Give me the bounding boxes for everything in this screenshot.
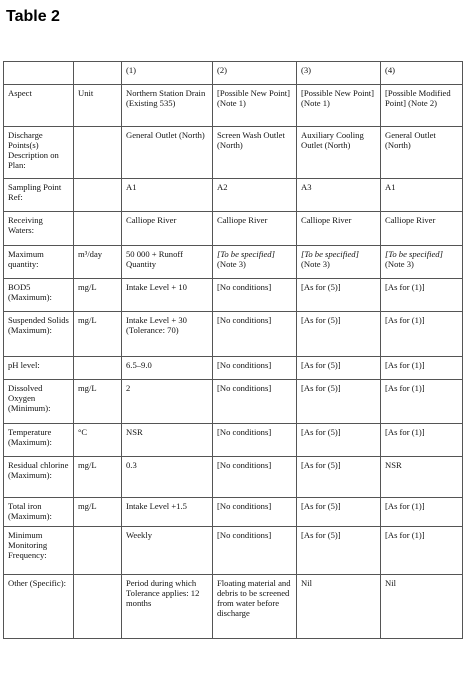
unit-cell xyxy=(74,575,122,639)
unit-cell: mg/L xyxy=(74,380,122,424)
value-cell: Screen Wash Outlet (North) xyxy=(213,127,297,179)
value-cell: [As for (1)] xyxy=(381,357,463,380)
header-cell-col4: (4) xyxy=(381,62,463,85)
value-cell: [No conditions] xyxy=(213,357,297,380)
value-cell: [As for (5)] xyxy=(297,357,381,380)
value-cell: Calliope River xyxy=(213,212,297,246)
to-be-specified-text: [To be specified] xyxy=(301,249,359,259)
value-cell: [As for (1)] xyxy=(381,380,463,424)
table-row xyxy=(4,457,463,498)
value-cell: Intake Level + 10 xyxy=(122,279,213,312)
header-cell-blank xyxy=(74,62,122,85)
value-cell: [No conditions] xyxy=(213,424,297,457)
table-row xyxy=(4,212,463,246)
value-cell: [No conditions] xyxy=(213,498,297,527)
value-cell: 6.5–9.0 xyxy=(122,357,213,380)
aspect-cell: Sampling Point Ref: xyxy=(4,179,74,212)
value-cell: General Outlet (North) xyxy=(122,127,213,179)
value-cell: Intake Level +1.5 xyxy=(122,498,213,527)
note-ref-text: (Note 3) xyxy=(385,259,414,269)
value-cell: Intake Level + 30 (Tolerance: 70) xyxy=(122,312,213,357)
value-cell: [Possible New Point] (Note 1) xyxy=(213,85,297,127)
aspect-cell: Maximum quantity: xyxy=(4,246,74,279)
aspect-cell: Minimum Monitoring Frequency: xyxy=(4,527,74,575)
value-cell: Floating material and debris to be screened from water before discharge xyxy=(213,575,297,639)
column-number-row xyxy=(4,62,463,85)
aspect-cell: Receiving Waters: xyxy=(4,212,74,246)
aspect-cell: pH level: xyxy=(4,357,74,380)
value-cell: Northern Station Drain (Existing 535) xyxy=(122,85,213,127)
aspect-cell: Other (Specific): xyxy=(4,575,74,639)
value-cell: Weekly xyxy=(122,527,213,575)
unit-cell: m³/day xyxy=(74,246,122,279)
value-cell: [As for (1)] xyxy=(381,312,463,357)
value-cell: [As for (1)] xyxy=(381,424,463,457)
value-cell xyxy=(213,246,297,279)
table-title: Table 2 xyxy=(6,8,60,25)
value-cell: Calliope River xyxy=(297,212,381,246)
value-cell: [No conditions] xyxy=(213,457,297,498)
value-cell: NSR xyxy=(381,457,463,498)
value-cell: [Possible New Point] (Note 1) xyxy=(297,85,381,127)
value-cell: [As for (5)] xyxy=(297,380,381,424)
aspect-cell: Total iron (Maximum): xyxy=(4,498,74,527)
value-cell xyxy=(297,246,381,279)
header-cell-col3: (3) xyxy=(297,62,381,85)
unit-cell: mg/L xyxy=(74,312,122,357)
value-cell: [As for (1)] xyxy=(381,279,463,312)
value-cell: [As for (1)] xyxy=(381,498,463,527)
to-be-specified-text: [To be specified] xyxy=(385,249,443,259)
value-cell xyxy=(381,246,463,279)
value-cell: Auxiliary Cooling Outlet (North) xyxy=(297,127,381,179)
table-row xyxy=(4,380,463,424)
header-cell-col2: (2) xyxy=(213,62,297,85)
unit-cell xyxy=(74,127,122,179)
unit-cell xyxy=(74,357,122,380)
value-cell: [As for (5)] xyxy=(297,312,381,357)
value-cell: [As for (5)] xyxy=(297,279,381,312)
table-row xyxy=(4,246,463,279)
aspect-cell: Discharge Points(s) Description on Plan: xyxy=(4,127,74,179)
unit-cell xyxy=(74,179,122,212)
value-cell: A3 xyxy=(297,179,381,212)
value-cell: [No conditions] xyxy=(213,380,297,424)
value-cell: Nil xyxy=(297,575,381,639)
to-be-specified-text: [To be specified] xyxy=(217,249,275,259)
value-cell: 2 xyxy=(122,380,213,424)
value-cell: [As for (1)] xyxy=(381,527,463,575)
value-cell: Calliope River xyxy=(122,212,213,246)
value-cell: [As for (5)] xyxy=(297,498,381,527)
value-cell: 0.3 xyxy=(122,457,213,498)
value-cell: [Possible Modified Point] (Note 2) xyxy=(381,85,463,127)
value-cell: A2 xyxy=(213,179,297,212)
value-cell: [As for (5)] xyxy=(297,527,381,575)
value-cell: General Outlet (North) xyxy=(381,127,463,179)
table-row xyxy=(4,498,463,527)
value-cell: [No conditions] xyxy=(213,527,297,575)
unit-cell: Unit xyxy=(74,85,122,127)
value-cell: A1 xyxy=(122,179,213,212)
unit-cell xyxy=(74,527,122,575)
table-row xyxy=(4,424,463,457)
table-row xyxy=(4,575,463,639)
aspect-cell: Aspect xyxy=(4,85,74,127)
value-cell: A1 xyxy=(381,179,463,212)
header-cell-blank xyxy=(4,62,74,85)
discharge-conditions-table xyxy=(3,61,463,639)
note-ref-text: (Note 3) xyxy=(301,259,330,269)
aspect-cell: BOD5 (Maximum): xyxy=(4,279,74,312)
value-cell: Calliope River xyxy=(381,212,463,246)
value-cell: Period during which Tolerance applies: 12 months xyxy=(122,575,213,639)
header-cell-col1: (1) xyxy=(122,62,213,85)
unit-cell: mg/L xyxy=(74,279,122,312)
value-cell: Nil xyxy=(381,575,463,639)
value-cell: [No conditions] xyxy=(213,312,297,357)
table-row xyxy=(4,527,463,575)
unit-cell: mg/L xyxy=(74,457,122,498)
value-cell: [No conditions] xyxy=(213,279,297,312)
table-row xyxy=(4,312,463,357)
aspect-cell: Temperature (Maximum): xyxy=(4,424,74,457)
value-cell: [As for (5)] xyxy=(297,424,381,457)
table-row xyxy=(4,85,463,127)
value-cell: NSR xyxy=(122,424,213,457)
value-cell: 50 000 + Runoff Quantity xyxy=(122,246,213,279)
aspect-cell: Suspended Solids (Maximum): xyxy=(4,312,74,357)
table-row xyxy=(4,179,463,212)
aspect-cell: Dissolved Oxygen (Minimum): xyxy=(4,380,74,424)
unit-cell: °C xyxy=(74,424,122,457)
note-ref-text: (Note 3) xyxy=(217,259,246,269)
table-row xyxy=(4,357,463,380)
table-row xyxy=(4,127,463,179)
unit-cell xyxy=(74,212,122,246)
table-row xyxy=(4,279,463,312)
value-cell: [As for (5)] xyxy=(297,457,381,498)
aspect-cell: Residual chlorine (Maximum): xyxy=(4,457,74,498)
unit-cell: mg/L xyxy=(74,498,122,527)
